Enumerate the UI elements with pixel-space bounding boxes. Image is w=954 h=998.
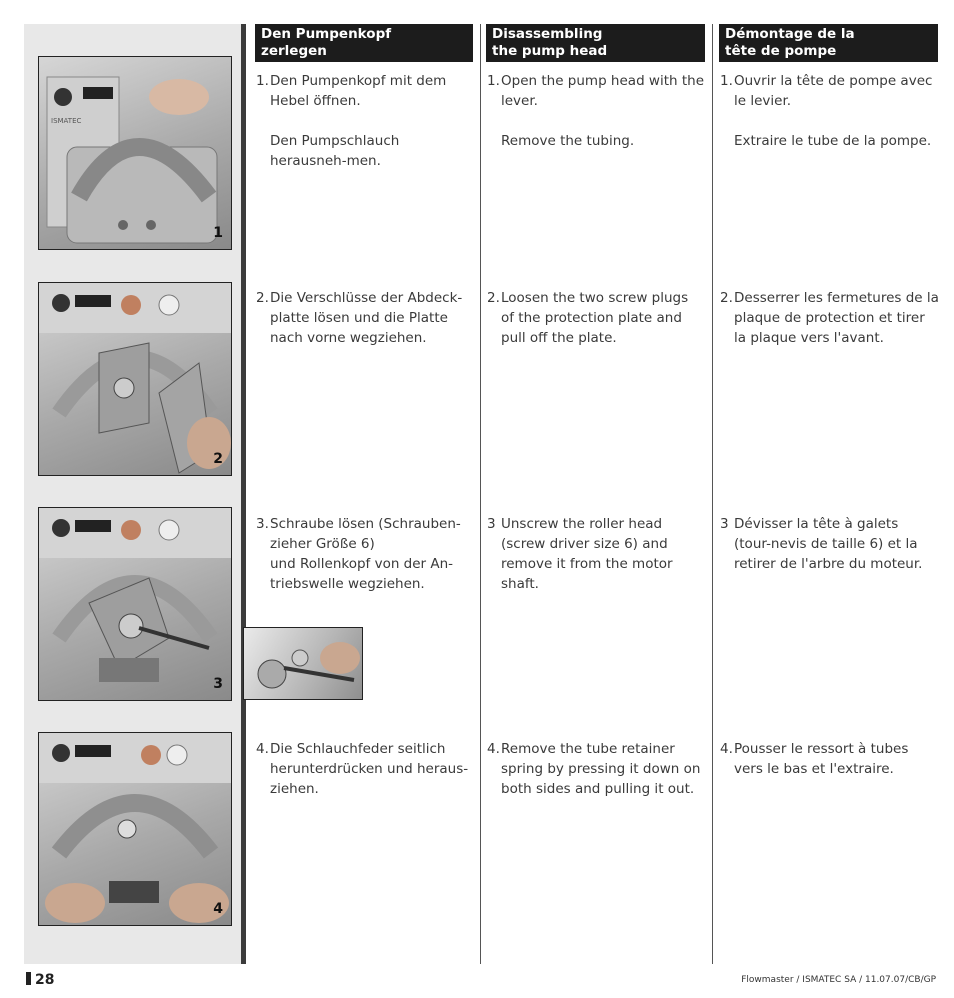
step-text-secondary: und Rollenkopf von der An-triebswelle wegziehen. — [270, 556, 454, 592]
pump-illustration — [39, 508, 231, 700]
step-de-2 — [256, 288, 474, 348]
step-de-3 — [256, 514, 474, 594]
photo-step-2 — [38, 282, 232, 476]
header-english-line2: the pump head — [492, 43, 608, 59]
step-text: Unscrew the roller head (screw driver size 6) and remove it from the motor shaft. — [501, 516, 673, 592]
step-de-1 — [256, 71, 474, 171]
step-number: 4. — [487, 741, 500, 757]
step-text-secondary: Extraire le tube de la pompe. — [734, 133, 932, 149]
step-text-secondary: Den Pumpschlauch herausneh-men. — [270, 133, 400, 169]
step-text: Den Pumpenkopf mit dem Hebel öffnen. — [270, 73, 447, 109]
step-text: Pousser le ressort à tubes vers le bas et l'extraire. — [734, 741, 909, 777]
step-text: Dévisser la tête à galets (tour-nevis de taille 6) et la retirer de l'arbre du moteur. — [734, 516, 923, 572]
step-number: 3 — [720, 516, 729, 532]
pump-illustration — [39, 733, 231, 925]
column-divider-1 — [480, 24, 481, 964]
step-en-2 — [487, 288, 705, 348]
header-german-line1: Den Pumpenkopf — [261, 26, 392, 42]
photo-step-3 — [38, 507, 232, 701]
step-number: 3. — [256, 516, 269, 532]
footer-credit: Flowmaster / ISMATEC SA / 11.07.07/CB/GP — [741, 975, 936, 985]
step-fr-2 — [720, 288, 939, 348]
step-en-3 — [487, 514, 705, 594]
header-french-line2: tête de pompe — [725, 43, 837, 59]
header-french-line1: Démontage de la — [725, 26, 855, 42]
step-number: 2. — [256, 290, 269, 306]
step-fr-3 — [720, 514, 939, 574]
brand-label: ISMATEC — [51, 117, 82, 125]
pump-illustration — [39, 57, 231, 249]
photo-step-4 — [38, 732, 232, 926]
figure-number: 1 — [213, 225, 223, 241]
step-text: Die Schlauchfeder seitlich herunterdrücken und heraus-ziehen. — [270, 741, 469, 797]
step-number: 4. — [256, 741, 269, 757]
column-divider-2 — [712, 24, 713, 964]
step-text: Desserrer les fermetures de la plaque de protection et tirer la plaque vers l'avant. — [734, 290, 939, 346]
step-text: Loosen the two screw plugs of the protection plate and pull off the plate. — [501, 290, 689, 346]
step-number: 1. — [720, 73, 733, 89]
divider-bar — [241, 24, 246, 964]
figure-number: 4 — [213, 901, 223, 917]
step-en-1 — [487, 71, 705, 151]
header-french — [719, 24, 938, 62]
page-number: 28 — [26, 972, 54, 988]
step-text-secondary: Remove the tubing. — [501, 133, 635, 149]
step-text: Ouvrir la tête de pompe avec le levier. — [734, 73, 933, 109]
step-en-4 — [487, 739, 705, 799]
step-number: 1. — [487, 73, 500, 89]
header-english-line1: Disassembling — [492, 26, 603, 42]
step-number: 3 — [487, 516, 496, 532]
pump-illustration — [39, 283, 231, 475]
header-german-line2: zerlegen — [261, 43, 327, 59]
step-number: 1. — [256, 73, 269, 89]
step-text: Remove the tube retainer spring by pressing it down on both sides and pulling it out. — [501, 741, 701, 797]
step-number: 2. — [720, 290, 733, 306]
step-fr-4 — [720, 739, 939, 779]
step-text: Open the pump head with the lever. — [501, 73, 705, 109]
step-fr-1 — [720, 71, 939, 151]
step-text: Schraube lösen (Schrauben-zieher Größe 6) — [270, 516, 461, 552]
step-number: 4. — [720, 741, 733, 757]
step-de-4 — [256, 739, 474, 799]
step-text: Die Verschlüsse der Abdeck-platte lösen und die Platte nach vorne wegziehen. — [270, 290, 463, 346]
step-number: 2. — [487, 290, 500, 306]
photo-step-1 — [38, 56, 232, 250]
screwdriver-detail-illustration — [244, 628, 362, 699]
header-english — [486, 24, 705, 62]
figure-number: 3 — [213, 676, 223, 692]
photo-step-3-detail — [243, 627, 363, 700]
figure-number: 2 — [213, 451, 223, 467]
header-german — [255, 24, 473, 62]
